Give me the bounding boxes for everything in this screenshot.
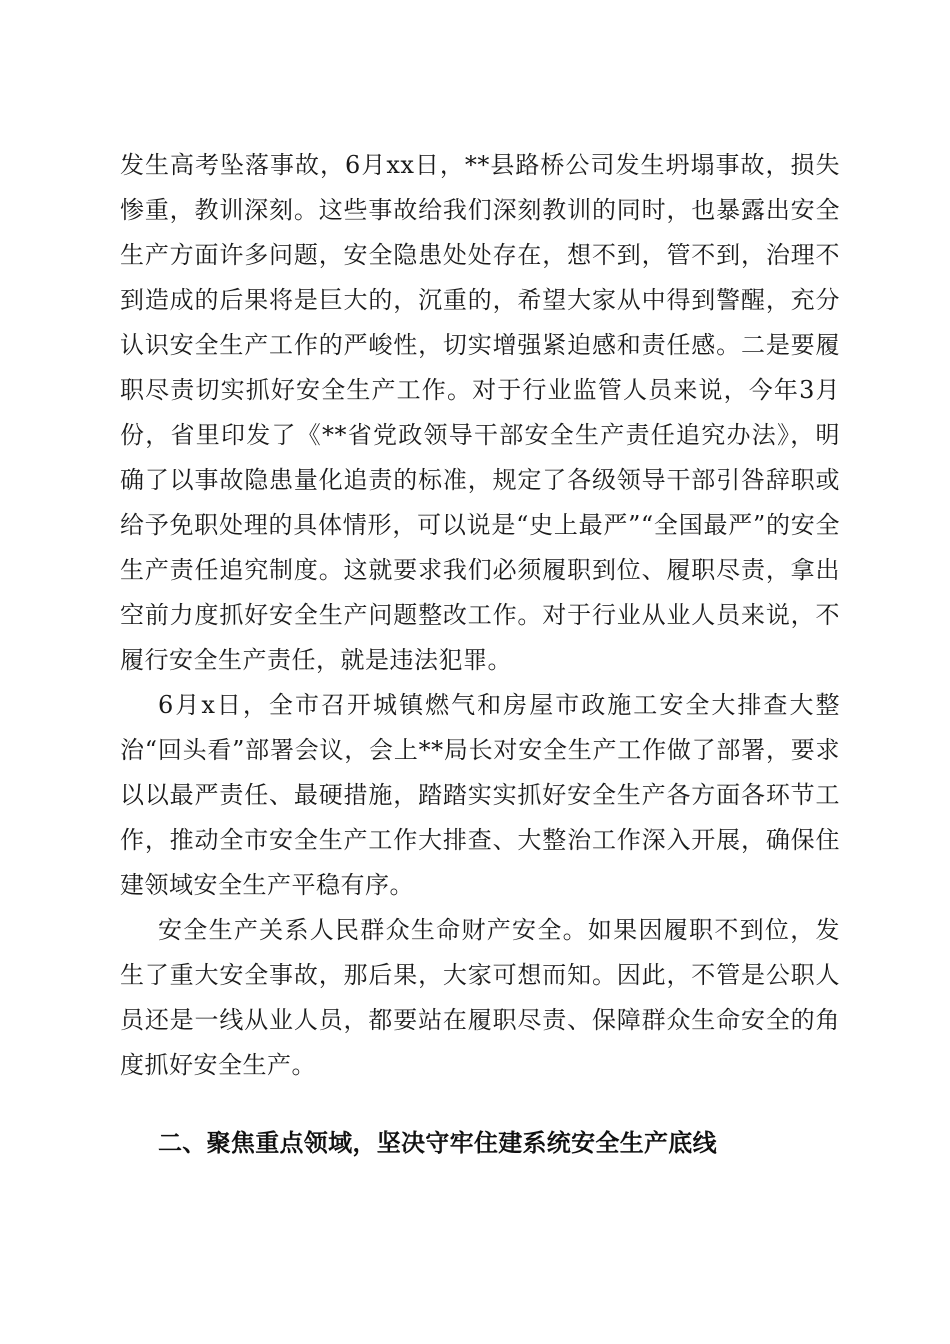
paragraph-deployment-meeting: 6月x日，全市召开城镇燃气和房屋市政施工安全大排查大整治“回头看”部署会议，会上**局长对安全生产工作做了部署，要求以以最严责任、最硬措施，踏踏实实抓好安全生产各方面各环节工作，推动全市安全生产工作大排查、大整治工作深入开展，确保住建领域安全生产平稳有序。	[120, 691, 840, 899]
section-heading: 二、聚焦重点领域，坚决守牢住建系统安全生产底线	[158, 1129, 717, 1157]
paragraph-public-safety: 安全生产关系人民群众生命财产安全。如果因履职不到位，发生了重大安全事故，那后果，大家可想而知。因此，不管是公职人员还是一线从业人员，都要站在履职尽责、保障群众生命安全的角度抓好安全生产。	[120, 916, 840, 1079]
document-body	[120, 143, 840, 1088]
paragraph-accident-lessons: 发生高考坠落事故，6月xx日，**县路桥公司发生坍塌事故，损失惨重，教训深刻。这些事故给我们深刻教训的同时，也暴露出安全生产方面许多问题，安全隐患处处存在，想不到，管不到，治理不到造成的后果将是巨大的，沉重的，希望大家从中得到警醒，充分认识安全生产工作的严峻性，切实增强紧迫感和责任感。二是要履职尽责切实抓好安全生产工作。对于行业监管人员来说，今年3月份，省里印发了《**省党政领导干部安全生产责任追究办法》，明确了以事故隐患量化追责的标准，规定了各级领导干部引咎辞职或给予免职处理的具体情形，可以说是“史上最严”“全国最严”的安全生产责任追究制度。这就要求我们必须履职到位、履职尽责，拿出空前力度抓好安全生产问题整改工作。对于行业从业人员来说，不履行安全生产责任，就是违法犯罪。	[120, 151, 840, 674]
